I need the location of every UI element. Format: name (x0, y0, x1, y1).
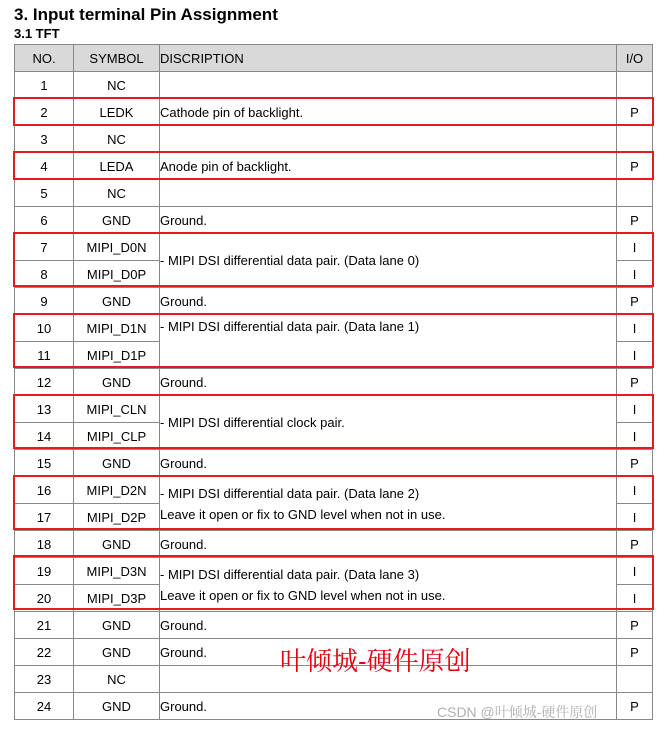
pin-number: 22 (15, 639, 74, 666)
table-row (15, 531, 653, 558)
pin-number: 13 (15, 396, 74, 423)
pin-description-note: Leave it open or fix to GND level when not in use. (160, 587, 446, 603)
pin-number: 24 (15, 693, 74, 720)
table-header-row (15, 45, 653, 72)
pin-symbol: NC (74, 180, 160, 207)
table-row (15, 315, 653, 342)
pin-description: Ground. (160, 450, 617, 477)
table-row (15, 288, 653, 315)
table-row (15, 180, 653, 207)
pin-symbol: GND (74, 693, 160, 720)
pin-io: P (617, 693, 653, 720)
pin-symbol: MIPI_D3P (74, 585, 160, 612)
pin-description: Ground. (160, 612, 617, 639)
pin-number: 4 (15, 153, 74, 180)
pin-description: Ground. (160, 531, 617, 558)
pin-number: 20 (15, 585, 74, 612)
pin-symbol: GND (74, 450, 160, 477)
pin-io: I (617, 315, 653, 342)
pin-number: 15 (15, 450, 74, 477)
pin-description: Cathode pin of backlight. (160, 99, 617, 126)
pin-io: I (617, 423, 653, 450)
pin-description (160, 126, 617, 153)
pin-symbol: MIPI_D0N (74, 234, 160, 261)
pin-io (617, 126, 653, 153)
table-row (15, 558, 653, 585)
pin-description: Ground. (160, 288, 617, 315)
pin-io: I (617, 585, 653, 612)
pin-number: 17 (15, 504, 74, 531)
pin-symbol: MIPI_CLP (74, 423, 160, 450)
pin-symbol: NC (74, 126, 160, 153)
table-row (15, 207, 653, 234)
pin-number: 16 (15, 477, 74, 504)
table-row (15, 234, 653, 261)
table-row (15, 612, 653, 639)
header-symbol: SYMBOL (74, 45, 160, 72)
pin-symbol: NC (74, 72, 160, 99)
pin-description: Ground. (160, 369, 617, 396)
pin-description-line: - MIPI DSI differential data pair. (Data lane 2) (160, 485, 420, 501)
pin-io (617, 72, 653, 99)
pin-symbol: MIPI_D2N (74, 477, 160, 504)
pin-io: P (617, 639, 653, 666)
pin-description-line: - MIPI DSI differential data pair. (Data lane 3) (160, 566, 420, 582)
pin-number: 6 (15, 207, 74, 234)
pin-io: I (617, 261, 653, 288)
pin-symbol: MIPI_D2P (74, 504, 160, 531)
csdn-credit: CSDN @叶倾城-硬件原创 (437, 704, 598, 720)
table-row (15, 72, 653, 99)
table-row (15, 396, 653, 423)
pin-io (617, 180, 653, 207)
table-row (15, 477, 653, 504)
pin-symbol: NC (74, 666, 160, 693)
pin-number: 2 (15, 99, 74, 126)
subsection-heading: 3.1 TFT (14, 26, 60, 41)
pin-description: Anode pin of backlight. (160, 153, 617, 180)
pin-io: P (617, 288, 653, 315)
pin-io: I (617, 504, 653, 531)
pin-number: 18 (15, 531, 74, 558)
pin-symbol: LEDK (74, 99, 160, 126)
pin-description: - MIPI DSI differential clock pair. (160, 396, 617, 450)
pin-number: 9 (15, 288, 74, 315)
watermark-text: 叶倾城-硬件原创 (280, 646, 471, 676)
pin-io: P (617, 369, 653, 396)
pin-number: 21 (15, 612, 74, 639)
pin-io: I (617, 342, 653, 369)
pin-symbol: MIPI_D3N (74, 558, 160, 585)
pin-description: Ground. (160, 207, 617, 234)
pin-description-note: Leave it open or fix to GND level when not in use. (160, 506, 446, 522)
header-description: DISCRIPTION (160, 45, 617, 72)
header-no: NO. (15, 45, 74, 72)
pin-io: I (617, 396, 653, 423)
pin-number: 7 (15, 234, 74, 261)
pin-number: 23 (15, 666, 74, 693)
pin-description: Ground. (160, 693, 617, 720)
pin-number: 19 (15, 558, 74, 585)
pin-io: P (617, 207, 653, 234)
table-row (15, 369, 653, 396)
pin-symbol: GND (74, 369, 160, 396)
pin-number: 8 (15, 261, 74, 288)
pin-io: P (617, 531, 653, 558)
pin-number: 1 (15, 72, 74, 99)
pin-symbol: GND (74, 288, 160, 315)
table-row (15, 450, 653, 477)
pin-symbol: LEDA (74, 153, 160, 180)
pin-symbol: MIPI_D0P (74, 261, 160, 288)
pin-symbol: GND (74, 531, 160, 558)
pin-number: 3 (15, 126, 74, 153)
pin-assignment-table (14, 44, 653, 720)
pin-number: 5 (15, 180, 74, 207)
table-row (15, 99, 653, 126)
pin-description: - MIPI DSI differential data pair. (Data lane 1) (160, 315, 617, 369)
pin-description (160, 477, 617, 531)
pin-number: 12 (15, 369, 74, 396)
pin-description (160, 72, 617, 99)
pin-io (617, 666, 653, 693)
pin-symbol: MIPI_CLN (74, 396, 160, 423)
pin-number: 11 (15, 342, 74, 369)
pin-number: 10 (15, 315, 74, 342)
pin-description: Ground. (160, 639, 617, 666)
pin-symbol: MIPI_D1N (74, 315, 160, 342)
pin-io: P (617, 450, 653, 477)
table-row (15, 126, 653, 153)
header-io: I/O (617, 45, 653, 72)
pin-io: I (617, 477, 653, 504)
pin-symbol: MIPI_D1P (74, 342, 160, 369)
pin-number: 14 (15, 423, 74, 450)
pin-io: I (617, 558, 653, 585)
pin-symbol: GND (74, 207, 160, 234)
pin-io: P (617, 153, 653, 180)
pin-symbol: GND (74, 639, 160, 666)
pin-io: P (617, 99, 653, 126)
pin-io: I (617, 234, 653, 261)
pin-symbol: GND (74, 612, 160, 639)
pin-io: P (617, 612, 653, 639)
pin-description (160, 180, 617, 207)
table-row (15, 153, 653, 180)
section-heading: 3. Input terminal Pin Assignment (14, 5, 278, 24)
pin-description (160, 558, 617, 612)
pin-description: - MIPI DSI differential data pair. (Data lane 0) (160, 234, 617, 288)
